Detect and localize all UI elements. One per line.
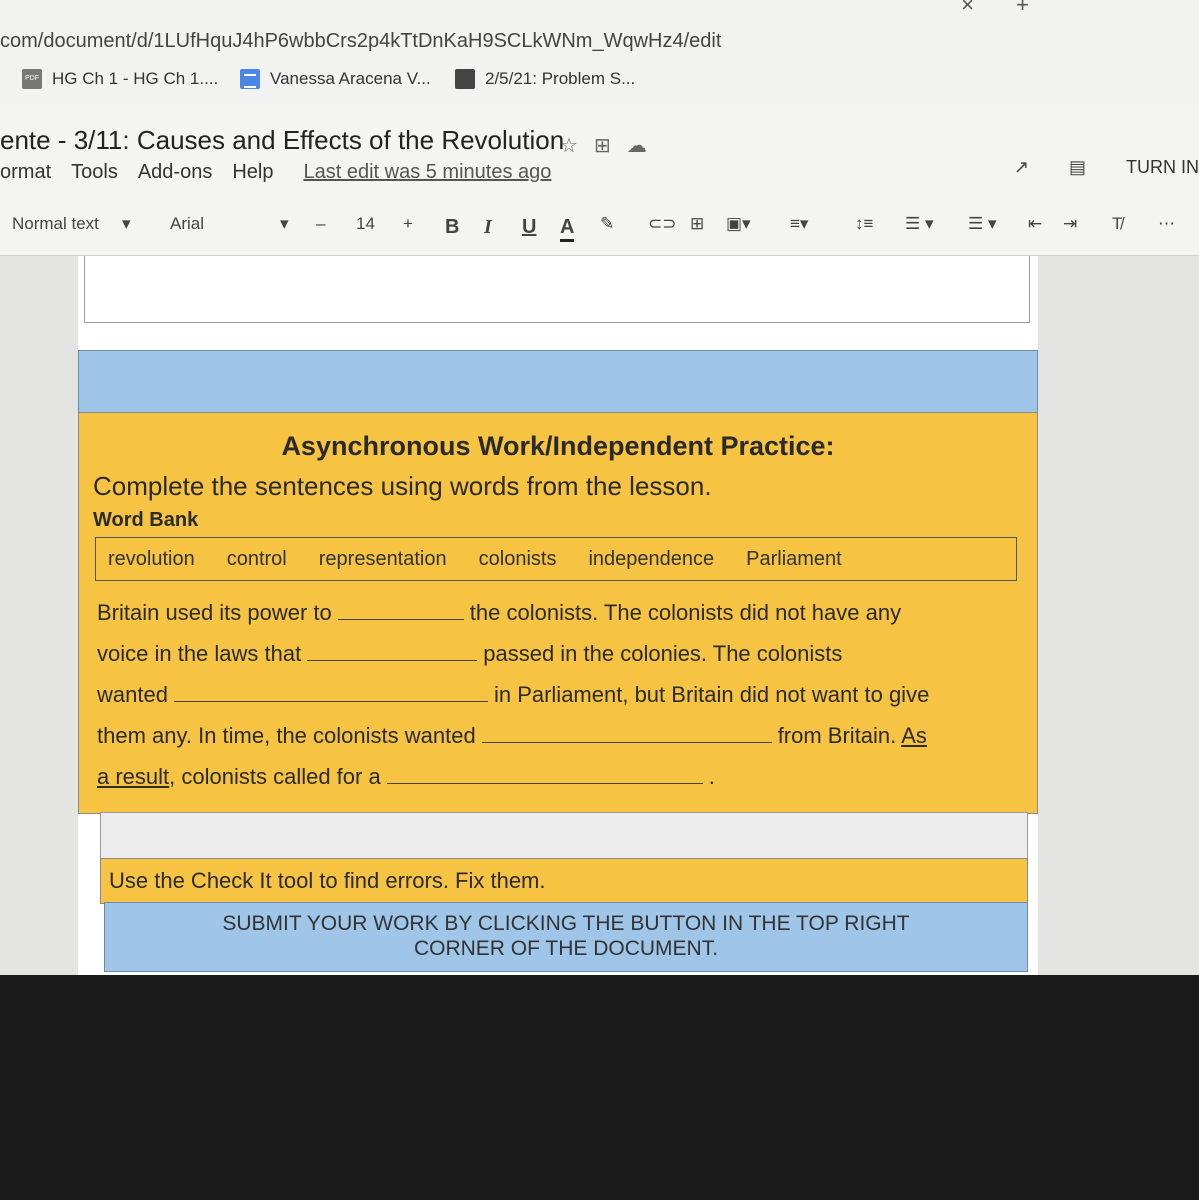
- menu-bar: [0, 161, 551, 184]
- submit-text: [105, 911, 1027, 961]
- doc-header: [0, 105, 1199, 200]
- sentence-line: [97, 718, 1017, 759]
- title-icons: [560, 133, 647, 158]
- sentence-text: a result: [97, 764, 170, 789]
- sentence-text: from Britain.: [777, 723, 897, 748]
- check-it-text: Use the Check It tool to find errors. Fix them.: [109, 868, 546, 893]
- submit-line: SUBMIT YOUR WORK BY CLICKING THE BUTTON IN THE TOP RIGHT: [222, 912, 910, 935]
- bookmark-item[interactable]: [240, 69, 431, 89]
- sentence-text: passed in the colonies. The colonists: [483, 641, 843, 666]
- practice-section[interactable]: [78, 412, 1038, 814]
- bold-button[interactable]: B: [445, 216, 460, 238]
- chevron-down-icon[interactable]: ▾: [122, 214, 131, 233]
- image-icon[interactable]: ▣▾: [726, 214, 751, 233]
- sentence-text: , colonists called for a: [169, 764, 381, 789]
- submit-line: CORNER OF THE DOCUMENT.: [413, 937, 719, 960]
- decrease-indent-icon[interactable]: ⇤: [1028, 214, 1043, 233]
- sentence-line: [97, 759, 1017, 800]
- instruction-text: Complete the sentences using words from the lesson.: [93, 471, 712, 501]
- sentence-line: [97, 677, 1017, 718]
- check-it-note: [100, 858, 1028, 904]
- font-select[interactable]: Arial: [170, 214, 205, 233]
- bookmark-item[interactable]: [455, 69, 635, 89]
- clear-formatting-icon[interactable]: T̸: [1112, 214, 1123, 233]
- word-bank-item: independence: [588, 547, 715, 570]
- close-tab-icon[interactable]: ×: [961, 0, 975, 17]
- sentence-text: wanted: [97, 682, 168, 707]
- comments-icon[interactable]: ▤: [1068, 157, 1086, 177]
- sentence-text: them any. In time, the colonists wanted: [97, 723, 476, 748]
- decrease-font-button[interactable]: –: [316, 214, 326, 233]
- word-bank-item: representation: [318, 547, 447, 570]
- sentence-line: [97, 636, 1017, 677]
- line-spacing-icon[interactable]: ↕≡: [855, 214, 874, 233]
- menu-format[interactable]: ormat: [0, 161, 52, 183]
- bookmark-label: Vanessa Aracena V...: [270, 69, 431, 88]
- sentence-text: the colonists. The colonists did not have any: [469, 600, 902, 625]
- docs-icon: [240, 69, 260, 89]
- word-bank-item: Parliament: [746, 547, 842, 570]
- align-icon[interactable]: ≡▾: [790, 214, 809, 233]
- practice-heading: Asynchronous Work/Independent Practice:: [281, 431, 835, 461]
- turn-in-button[interactable]: TURN IN: [1126, 157, 1199, 177]
- checklist-icon[interactable]: ☰ ▾: [905, 214, 934, 233]
- sentence-text: As: [901, 723, 927, 748]
- submit-banner: [104, 902, 1028, 972]
- bookmark-label: HG Ch 1 - HG Ch 1....: [52, 69, 219, 88]
- text-color-button[interactable]: A: [560, 216, 574, 242]
- font-size-input[interactable]: 14: [356, 214, 375, 233]
- comment-add-icon[interactable]: ⊞: [690, 214, 705, 233]
- sentence-text: in Parliament, but Britain did not want to give: [493, 682, 930, 707]
- menu-help[interactable]: Help: [232, 161, 274, 183]
- move-folder-icon[interactable]: ⊞: [593, 135, 611, 157]
- paragraph-style-select[interactable]: Normal text: [12, 214, 99, 233]
- link-icon[interactable]: ⊂⊃: [648, 214, 677, 233]
- doc-title[interactable]: ente - 3/11: Causes and Effects of the Revolution: [0, 125, 565, 155]
- chevron-down-icon[interactable]: ▾: [280, 214, 289, 233]
- new-tab-icon[interactable]: +: [1016, 0, 1029, 17]
- answer-blank[interactable]: [482, 718, 772, 743]
- empty-row[interactable]: [100, 812, 1028, 860]
- bookmark-item[interactable]: [22, 69, 218, 89]
- word-bank-item: revolution: [108, 547, 195, 570]
- window-controls[interactable]: [961, 0, 1029, 18]
- answer-blank[interactable]: [307, 636, 477, 661]
- increase-indent-icon[interactable]: ⇥: [1063, 214, 1078, 233]
- sentence-text: Britain used its power to: [97, 600, 332, 625]
- previous-table-cell[interactable]: [84, 256, 1030, 323]
- increase-font-button[interactable]: +: [403, 214, 413, 233]
- pdf-icon: PDF: [22, 69, 42, 89]
- italic-button[interactable]: I: [484, 216, 492, 238]
- sentence-text: voice in the laws that: [97, 641, 302, 666]
- menu-tools[interactable]: Tools: [71, 161, 118, 183]
- sentence-text: .: [708, 764, 715, 789]
- word-bank: [95, 537, 1017, 581]
- last-edit-link[interactable]: Last edit was 5 minutes ago: [303, 161, 552, 183]
- more-options-icon[interactable]: ⋯: [1158, 214, 1175, 233]
- answer-blank[interactable]: [174, 677, 488, 702]
- sentence-line: [97, 595, 1017, 636]
- address-bar[interactable]: [0, 0, 1199, 55]
- bulleted-list-icon[interactable]: ☰ ▾: [968, 214, 997, 233]
- formatting-toolbar: [0, 200, 1199, 256]
- document-page[interactable]: [78, 256, 1038, 975]
- url-text[interactable]: com/document/d/1LUfHquJ4hP6wbbCrs2p4kTtDnKaH9SCLkWNm_WqwHz4/edit: [0, 30, 722, 52]
- blue-header-row: [78, 350, 1038, 414]
- word-bank-item: colonists: [478, 547, 557, 570]
- cloud-saved-icon[interactable]: ☁: [626, 135, 647, 157]
- word-bank-title: Word Bank: [93, 509, 199, 531]
- star-icon[interactable]: ☆: [560, 135, 578, 157]
- classroom-icon: [455, 69, 475, 89]
- answer-blank[interactable]: [338, 595, 464, 620]
- header-right-controls: [1014, 157, 1199, 178]
- bookmarks-bar: [0, 55, 1199, 106]
- menu-addons[interactable]: Add-ons: [137, 161, 213, 183]
- word-bank-item: control: [226, 547, 287, 570]
- bookmark-label: 2/5/21: Problem S...: [485, 69, 636, 88]
- activity-trend-icon[interactable]: ↗: [1013, 157, 1029, 177]
- underline-button[interactable]: U: [522, 216, 537, 238]
- highlight-icon[interactable]: ✎: [600, 214, 615, 233]
- answer-blank[interactable]: [387, 759, 703, 784]
- fill-in-paragraph[interactable]: [97, 595, 1017, 800]
